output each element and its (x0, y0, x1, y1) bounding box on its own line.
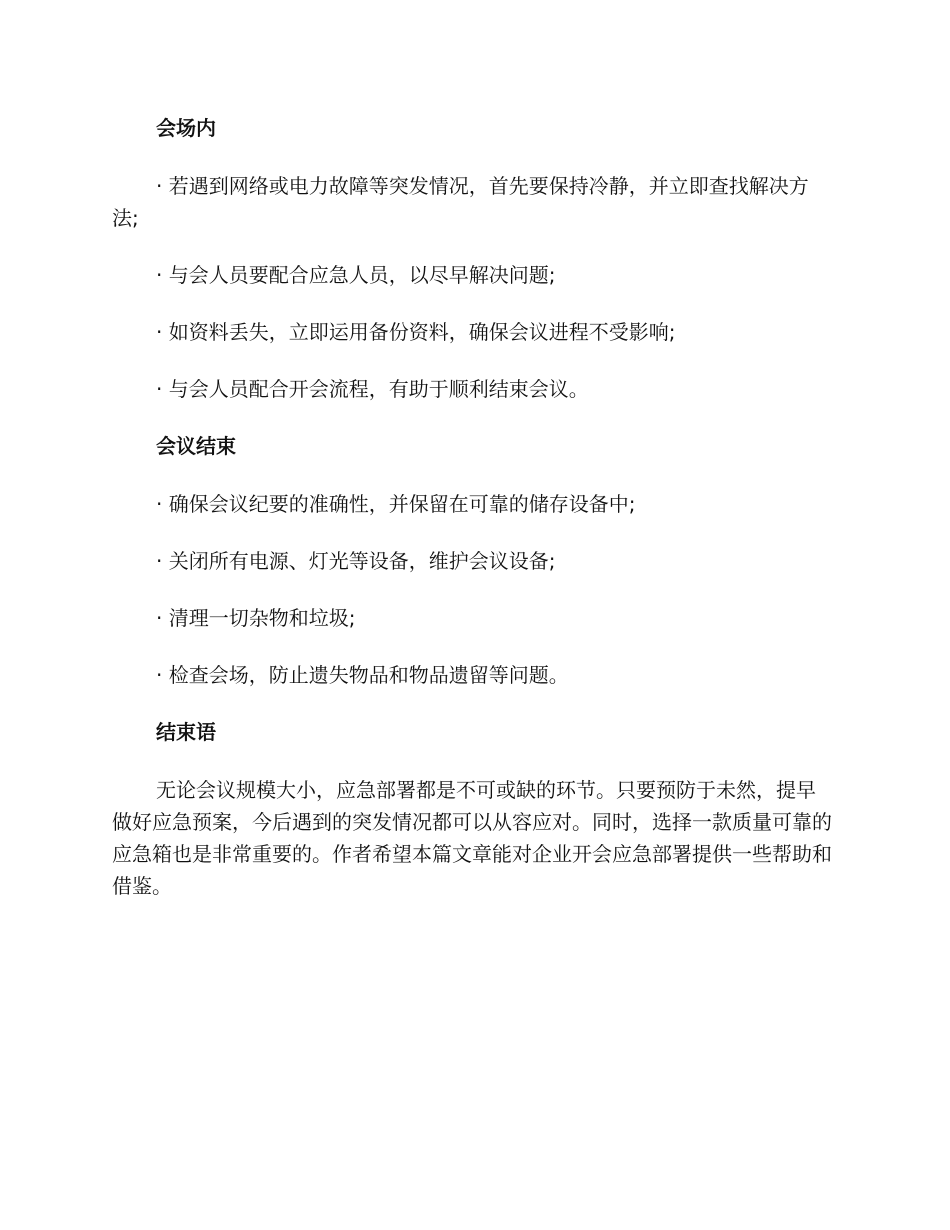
venue-item-2: · 与会人员要配合应急人员，以尽早解决问题; (156, 263, 556, 287)
section-heading-conclusion: 结束语 (156, 720, 216, 744)
meeting-end-item-4: · 检查会场，防止遗失物品和物品遗留等问题。 (156, 663, 569, 687)
meeting-end-item-2: · 关闭所有电源、灯光等设备，维护会议设备; (156, 549, 556, 573)
meeting-end-item-3: · 清理一切杂物和垃圾; (156, 606, 356, 630)
venue-item-3: · 如资料丢失，立即运用备份资料，确保会议进程不受影响; (156, 320, 676, 344)
meeting-end-item-1: · 确保会议纪要的准确性，并保留在可靠的储存设备中; (156, 492, 636, 516)
conclusion-paragraph: 无论会议规模大小，应急部署都是不可或缺的环节。只要预防于未然，提早做好应急预案，今后遇到的突发情况都可以从容应对。同时，选择一款质量可靠的应急箱也是非常重要的。作者希望本篇文章能对企业开会应急部署提供一些帮助和借鉴。 (112, 778, 832, 898)
document-page (112, 112, 834, 902)
venue-item-1: · 若遇到网络或电力故障等突发情况，首先要保持冷静，并立即查找解决方法; (112, 174, 809, 230)
venue-item-4: · 与会人员配合开会流程，有助于顺利结束会议。 (156, 377, 589, 401)
section-heading-venue: 会场内 (156, 116, 216, 140)
section-heading-meeting-end: 会议结束 (156, 434, 236, 458)
